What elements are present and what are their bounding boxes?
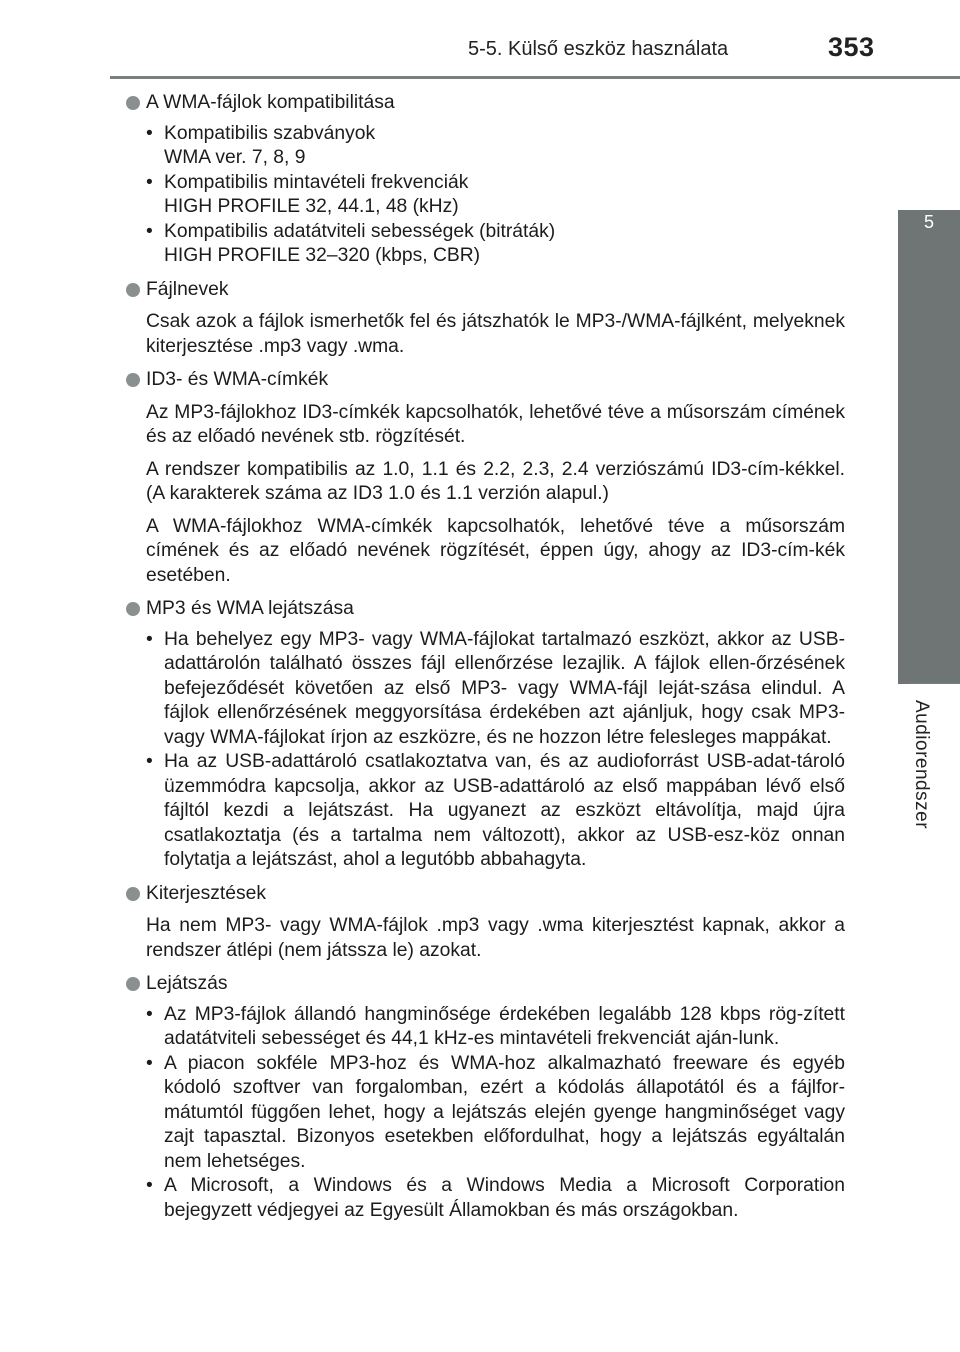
list-item: • Ha behelyez egy MP3- vagy WMA-fájlokat tartalmazó eszközt, akkor az USB-adattárolón található összes fájl ellenőrzése lezajlik. A fájlok ellen-őrzésének befejeződését követően az első MP3- vagy WMA-fájl leját-szása elindul. A fájlok ellenőrzésének meggyorsítása érdekében azt ajánljuk, hogy csak MP3- vagy WMA-fájlokat írjon az eszközre, és ne hozzon létre felesleges mappákat. — [146, 628, 845, 751]
list-item: • A piacon sokféle MP3-hoz és WMA-hoz alkalmazható freeware és egyéb kódoló szoftver van forgalomban, ezért a kódolás állapotától és a fájlfor-mátumtól függően lehet, hogy a lejátszás elején gyenge hangminőséget vagy zajt tapasztal. Bizonyos esetekben előfordulhat, hogy a lejátszás egyáltalán nem lehetséges. — [146, 1052, 845, 1175]
list-item-line: WMA ver. 7, 8, 9 — [164, 147, 306, 168]
bullet-list — [146, 1003, 845, 1224]
section-bullet-icon — [126, 283, 140, 297]
list-item: • Az MP3-fájlok állandó hangminősége érdekében legalább 128 kbps rög-zített adatátviteli sebességet és 44,1 kHz-es mintavételi frekvenciát aján-lunk. — [146, 1003, 845, 1052]
section-heading — [126, 882, 845, 907]
paragraph: A rendszer kompatibilis az 1.0, 1.1 és 2.2, 2.3, 2.4 verziószámú ID3-cím-kékkel. (A karakterek száma az ID3 1.0 és 1.1 verzión alapul.) — [146, 458, 845, 504]
section-bullet-icon — [126, 977, 140, 991]
section-mp3-wma-playback — [126, 597, 845, 873]
list-item-line: HIGH PROFILE 32–320 (kbps, CBR) — [164, 245, 481, 266]
list-item — [146, 220, 845, 269]
list-item: • A Microsoft, a Windows és a Windows Media a Microsoft Corporation bejegyzett védjegyei az Egyesült Államokban és más országokban. — [146, 1174, 845, 1223]
header-divider — [110, 76, 960, 79]
list-item: • Ha az USB-adattároló csatlakoztatva van, és az audioforrást USB-adat-tároló üzemmódra kapcsolja, akkor az USB-adattároló az első mappában lévő első fájltól kezdi a lejátszást. Ha ugyanezt az eszközt eltávolítja, majd újra csatlakoztatja (és a tartalma nem változott), akkor az USB-esz-köz onnan folytatja a lejátszást, ahol a legutóbb abbahagyta. — [146, 750, 845, 873]
section-heading-text: Lejátszás — [146, 973, 228, 994]
page-number: 353 — [828, 32, 875, 62]
list-item-line: • Kompatibilis adatátviteli sebességek (bitráták) — [164, 220, 556, 242]
section-extensions — [126, 882, 845, 964]
chapter-number: 5 — [923, 212, 934, 232]
section-heading — [126, 972, 845, 997]
section-heading-text: Kiterjesztések — [146, 882, 267, 904]
list-item-line: • Kompatibilis szabványok — [164, 122, 376, 144]
paragraph: A WMA-fájlokhoz WMA-címkék kapcsolhatók, lehetővé téve a műsorszám címének és az előadó nevének rögzítését, éppen úgy, ahogy az ID3-cím-kék esetében. — [146, 515, 845, 586]
section-heading — [126, 278, 845, 303]
bullet-list — [146, 628, 845, 873]
section-wma-compatibility — [126, 91, 845, 269]
section-bullet-icon — [126, 602, 140, 616]
section-heading-text: MP3 és WMA lejátszása — [146, 598, 354, 619]
chapter-tab-divider — [910, 683, 960, 684]
page-header — [0, 0, 960, 80]
section-playback — [126, 972, 845, 1223]
section-heading — [126, 597, 845, 622]
bullet-list — [146, 122, 845, 269]
list-item — [146, 122, 845, 171]
section-heading-text: Fájlnevek — [146, 278, 229, 300]
page-content — [126, 91, 845, 1232]
section-heading — [126, 368, 845, 393]
section-bullet-icon — [126, 96, 140, 110]
section-heading-text: A WMA-fájlok kompatibilitása — [146, 92, 395, 113]
paragraph: Ha nem MP3- vagy WMA-fájlok .mp3 vagy .wma kiterjesztést kapnak, akkor a rendszer átlépi (nem játssza le) azokat. — [146, 915, 845, 961]
section-heading — [126, 91, 845, 116]
chapter-tab — [898, 210, 960, 684]
section-bullet-icon — [126, 887, 140, 901]
section-id3-wma-tags — [126, 368, 845, 588]
section-title: 5-5. Külső eszköz használata — [468, 38, 729, 60]
paragraph: Az MP3-fájlokhoz ID3-címkék kapcsolhatók, lehetővé téve a műsorszám címének és az előadó nevének stb. rögzítését. — [146, 401, 845, 447]
list-item-line: • Kompatibilis mintavételi frekvenciák — [164, 171, 469, 193]
list-item-line: HIGH PROFILE 32, 44.1, 48 (kHz) — [164, 196, 459, 217]
paragraph: Csak azok a fájlok ismerhetők fel és játszhatók le MP3-/WMA-fájlként, melyeknek kiterjesztése .mp3 vagy .wma. — [146, 311, 845, 357]
chapter-label: Audiorendszer — [911, 700, 932, 830]
list-item — [146, 171, 845, 220]
section-bullet-icon — [126, 373, 140, 387]
section-filenames — [126, 278, 845, 360]
section-heading-text: ID3- és WMA-címkék — [146, 369, 329, 390]
